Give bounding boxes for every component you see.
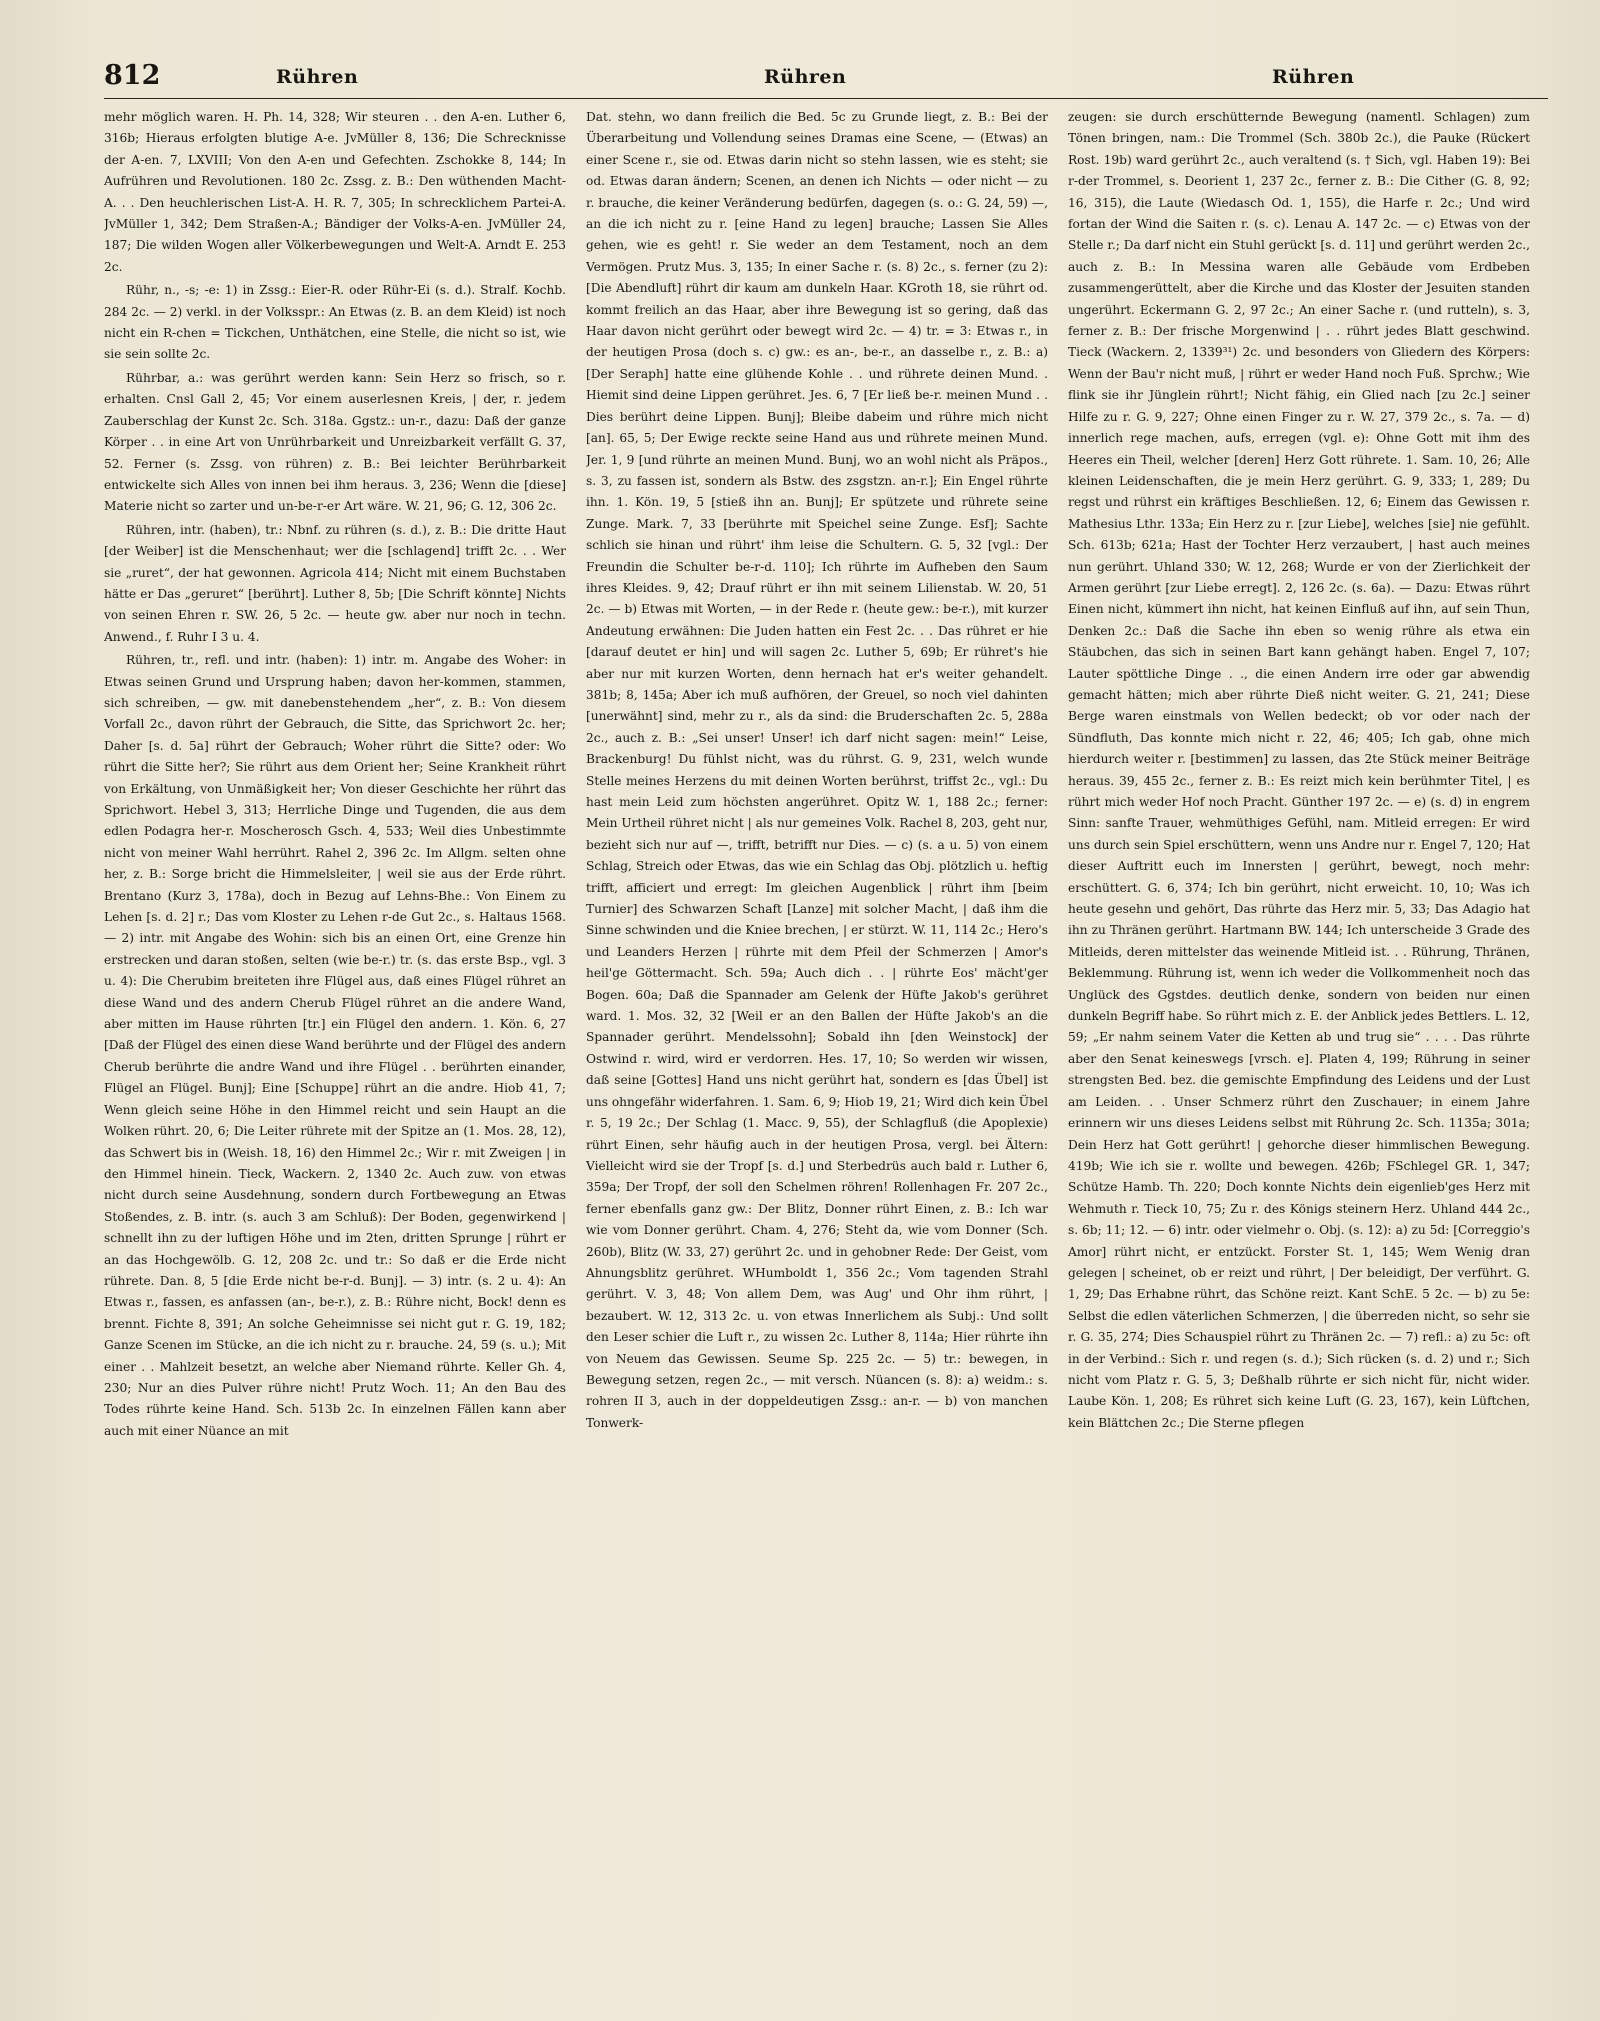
column-3-paragraph: zeugen: sie durch erschütternde Bewegung (namentl. Schlagen) zum Tönen bringen, nam.: Die Trommel (Sch. 380b 2c.), die Pauke (Rückert Rost. 19b) ward gerührt 2c., auch veraltend (s. † Sich, vgl. Haben 19): Bei r-der Trommel, s. Deorient 1, 237 2c., ferner z. B.: Die Cither (G. 8, 92; 16, 315), die Laute (Wiedasch Od. 1, 155), die Harfe r. 2c.; Und wird fortan der Wind die Saiten r. (s. c). Lenau A. 147 2c. — c) Etwas von der Stelle r.; Da darf nicht ein Stuhl gerückt [s. d. 11] und gerührt werden 2c., auch z. B.: In Messina waren alle Gebäude vom Erdbeben zusammengerüttelt, aber die Kirche und das Kloster der Jesuiten standen ungerührt. Eckermann G. 2, 97 2c.; An einer Sache r. (und rutteln), s. 3, ferner z. B.: Der frische Morgenwind | . . rührt jedes Blatt geschwind. Tieck (Wackern. 2, 1339³¹) 2c. und besonders von Gliedern des Körpers: Wenn der Bau'r nicht muß, | rührt er weder Hand noch Fuß. Sprchw.; Wie flink sie ihr Jünglein rührt!; Nicht fähig, ein Glied nach [zu 2c.] seiner Hilfe zu r. G. 9, 227; Ohne einen Finger zu r. W. 27, 379 2c., s. 7a. — d) innerlich rege machen, aufs, erregen (vgl. e): Ohne Gott mit ihm des Heeres ein Theil, welcher [deren] Herz Gott rührete. 1. Sam. 10, 26; Alle kleinen Leidenschaften, die je mein Herz gerührt. G. 9, 333; 1, 289; Du regst und rührst ein kräftiges Beschließen. 12, 6; Einem das Gewissen r. Mathesius Lthr. 133a; Ein Herz zu r. [zur Liebe], welches [sie] nie gefühlt. Sch. 613b; 621a; Hast der Tochter Herz verzaubert, | hast auch meines nun gerührt. Uhland 330; W. 12, 268; Wurde er von der Zierlichkeit der Armen gerührt [zur Liebe erregt]. 2, 126 2c. (s. 6a). — Dazu: Etwas rührt Einen nicht, kümmert ihn nicht, hat keinen Einfluß auf ihn, auf sein Thun, Denken 2c.: Daß die Sache ihn eben so wenig rühre als etwa ein Stäubchen, das sich in seinen Bart kann gehängt haben. Engel 7, 107; Lauter spöttliche Dinge . ., die einen Andern irre oder gar abwendig gemacht hätten; mich aber rührte Dieß nicht weiter. G. 21, 241; Diese Berge waren einstmals von Wellen bedeckt; ob vor oder nach der Sündfluth, Das konnte mich nicht r. 22, 46; 405; Ich gab, ohne mich hierdurch weiter r. [bestimmen] zu lassen, das 2te Stück meiner Beiträge heraus. 39, 455 2c., ferner z. B.: Es reizt mich kein berühmter Titel, | es rührt mich weder Hof noch Pracht. Günther 197 2c. — e) (s. d) in engrem Sinn: sanfte Trauer, wehmüthiges Gefühl, nam. Mitleid erregen: Er wird uns durch sein Spiel erschüttern, wenn uns Andre nur r. Engel 7, 120; Hat dieser Auftritt euch im Innersten | gerührt, bewegt, noch mehr: erschüttert. G. 6, 374; Ich bin gerührt, nicht erweicht. 10, 10; Was ich heute gesehn und gehört, Das rührte das Herz mir. 5, 33; Das Adagio hat ihn zu Thränen gerührt. Hartmann BW. 144; Ich unterscheide 3 Grade des Mitleids, deren mittelster das weinende Mitleid ist. . . Rührung, Thränen, Beklemmung. Rührung ist, wenn ich weder die Vollkommenheit noch das Unglück des Ggstdes. deutlich denke, sondern von beiden nur einen dunkeln Begriff habe. So rührt mich z. E. der Anblick jedes Bettlers. L. 12, 59; „Er nahm seinem Vater die Ketten ab und trug sie“ . . . . Das rührte aber den Senat keineswegs [vrsch. e]. Platen 4, 199; Rührung in seiner strengsten Bed. bez. die gemischte Empfindung des Leidens und der Lust am Leiden. . . Unser Schmerz rührt den Zuschauer; in einem Jahre erinnern wir uns dieses Leidens selbst mit Rührung 2c. Sch. 1135a; 301a; Dein Herz hat Gott gerührt! | gehorche dieser himmlischen Bewegung. 419b; Wie ich sie r. wollte und bewegen. 426b; FSchlegel GR. 1, 347; Schütze Hamb. Th. 220; Doch konnte Nichts dein eigenlieb'ges Herz mit Wehmuth r. Tieck 10, 75; Zu r. des Königs steinern Herz. Uhland 444 2c., s. 6b; 11; 12. — 6) intr. oder vielmehr o. Obj. (s. 12): a) zu 5d: [Correggio's Amor] rührt nicht, er entzückt. Forster St. 1, 145; Wem Wenig dran gelegen | scheinet, ob er reizt und rührt, | Der beleidigt, Der verführt. G. 1, 29; Das Erhabne rührt, das Schöne reizt. Kant SchE. 5 2c. — b) zu 5e: Selbst die edlen väterlichen Schmerzen, | die überreden nicht, so sehr sie r. G. 35, 274; Dies Schauspiel rührt zu Thränen 2c. — 7) refl.: a) zu 5c: oft in der Verbind.: Sich r. und regen (s. d.); Sich rücken (s. d. 2) und r.; Sich nicht vom Platz r. G. 5, 3; Deßhalb rührte er sich nicht für, nicht wider. Laube Kön. 1, 208; Es rühret sich keine Luft (G. 23, 167), kein Lüftchen, kein Blättchen 2c.; Die Sterne pflegen bbox=[1068, 110, 1530, 1430]
entry-ruehrbar: Rührbar, a.: was gerührt werden kann: Sein Herz so frisch, so r. erhalten. Cnsl Gall 2, 45; Vor einem auserlesnen Kreis, | der, r. jedem Zauberschlag der Kunst 2c. Sch. 318a. Ggstz.: un-r., dazu: Daß der ganze Körper . . in eine Art von Unrührbarkeit und Unreizbarkeit verfällt G. 37, 52. Ferner (s. Zssg. von rühren) z. B.: Bei leichter Berührbarkeit entwickelte sich Alles von innen bei ihm heraus. 3, 236; Wenn die [diese] Materie nicht so zarter und un-be-r-er Art wäre. W. 21, 96; G. 12, 306 2c. bbox=[104, 370, 566, 514]
column-3 bbox=[1068, 107, 1530, 2012]
entry-ruehr: Rühr, n., -s; -e: 1) in Zssg.: Eier-R. oder Rühr-Ei (s. d.). Stralf. Kochb. 284 2c. — 2) verkl. in der Volksspr.: An Etwas (z. B. an dem Kleid) ist noch nicht ein R-chen = Tickchen, Unthätchen, eine Stelle, die nicht so ist, wie sie sein sollte 2c. bbox=[104, 283, 566, 362]
running-head-right: Rühren bbox=[1272, 66, 1355, 88]
column-2-paragraph: Dat. stehn, wo dann freilich die Bed. 5c zu Grunde liegt, z. B.: Bei der Überarbeitung und Vollendung seines Dramas eine Scene, — (Etwas) an einer Scene r., sie od. Etwas darin nicht so stehn lassen, wie es steht; sie od. Etwas daran ändern; Scenen, an denen ich Nichts — oder nicht — zu r. brauche, die keiner Veränderung bedürfen, dagegen (s. o.: G. 24, 59) —, an die ich nicht zu r. [eine Hand zu legen] brauche; Lassen Sie Alles gehen, wie es geht! r. Sie weder an dem Testament, noch an dem Vermögen. Prutz Mus. 3, 135; In einer Sache r. (s. 8) 2c., s. ferner (zu 2): [Die Abendluft] rührt dir kaum am dunkeln Haar. KGroth 18, sie rührt od. kommt freilich an das Haar, aber ihre Bewegung ist so gering, daß das Haar davon nicht gerührt oder bewegt wird 2c. — 4) tr. = 3: Etwas r., in der heutigen Prosa (doch s. c) gw.: es an-, be-r., an dasselbe r., z. B.: a) [Der Seraph] hatte eine glühende Kohle . . und rührete deinen Mund. . Hiemit sind deine Lippen gerühret. Jes. 6, 7 [Er ließ be-r. meinen Mund . . Dies berührt deine Lippen. Bunj]; Bleibe dabeim und rühre mich nicht [an]. 65, 5; Der Ewige reckte seine Hand aus und rührete meinen Mund. Jer. 1, 9 [und rührte an meinen Mund. Bunj, wo an wohl nicht als Präpos., s. 3, zu fassen ist, sondern als Bstw. des zsgstzn. an-r.]; Ein Engel rührte ihn. 1. Kön. 19, 5 [stieß ihn an. Bunj]; Er spützete und rührete seine Zunge. Mark. 7, 33 [berührte mit Speichel seine Zunge. Esf]; Sachte schlich sie hinan und rührt' ihm leise die Schultern. G. 5, 32 [vgl.: Der Freundin die Schulter be-r-d. 110]; Ich rührte im Aufheben den Saum ihres Kleides. 9, 42; Drauf rührt er ihn mit seinem Lilienstab. W. 20, 51 2c. — b) Etwas mit Worten, — in der Rede r. (heute gew.: be-r.), mit kurzer Andeutung erwähnen: Die Juden hatten ein Fest 2c. . . Das rühret er hie [darauf deutet er hin] und will sagen 2c. Luther 5, 69b; Er rühret's hie aber nur mit kurzen Worten, denn hernach hat er's weiter gehandelt. 381b; 8, 145a; Aber ich muß aufhören, der Greuel, so noch viel dahinten [unerwähnt] sind, mehr zu r., als da sind: die Bruderschaften 2c. 5, 288a 2c., auch z. B.: „Sei unser! Unser! ich darf nicht sagen: mein!“ Leise, Brackenburg! Du fühlst nicht, was du rührst. G. 9, 231, welch wunde Stelle meines Herzens du mit deinen Worten berührst, triffst 2c., vgl.: Du hast mein Leid zum höchsten angerühret. Opitz W. 1, 188 2c.; ferner: Mein Urtheil rühret nicht | als nur gemeines Volk. Rachel 8, 203, geht nur, bezieht sich nur auf —, trifft, betrifft nur Dies. — c) (s. a u. 5) von einem Schlag, Streich oder Etwas, das wie ein Schlag das Obj. plötzlich u. heftig trifft, afficiert und erregt: Im gleichen Augenblick | rührt ihm [beim Turnier] des Schwarzen Schaft [Lanze] mit solcher Macht, | daß ihm die Sinne schwinden und die Kniee brechen, | er stürzt. W. 11, 114 2c.; Hero's und Leanders Herzen | rührte mit dem Pfeil der Schmerzen | Amor's heil'ge Göttermacht. Sch. 59a; Auch dich . . | rührte Eos' mächt'ger Bogen. 60a; Daß die Spannader am Gelenk der Hüfte Jakob's gerühret ward. 1. Mos. 32, 32 [Weil er an den Ballen der Hüfte Jakob's an die Spannader gerührt. Mendelssohn]; Sobald ihn [den Weinstock] der Ostwind r. wird, wird er verdorren. Hes. 17, 10; So werden wir wissen, daß seine [Gottes] Hand uns nicht gerührt hat, sondern es [das Übel] ist uns ohngefähr widerfahren. 1. Sam. 6, 9; Hiob 19, 21; Wird dich kein Übel r. 5, 19 2c.; Der Schlag (1. Macc. 9, 55), der Schlagfluß (die Apoplexie) rührt Einen, sehr häufig auch in der heutigen Prosa, vergl. bei Ältern: Vielleicht wird sie der Tropf [s. d.] und Sterbedrüs auch bald r. Luther 6, 359a; Der Tropf, der soll den Schelmen röhren! Rollenhagen Fr. 207 2c., ferner ebenfalls ganz gw.: Der Blitz, Donner rührt Einen, z. B.: Ich war wie vom Donner gerührt. Cham. 4, 276; Steht da, wie vom Donner (Sch. 260b), Blitz (W. 33, 27) gerührt 2c. und in gehobner Rede: Der Geist, vom Ahnungsblitz gerühret. WHumboldt 1, 356 2c.; Vom tagenden Strahl gerührt. V. 3, 48; Von allem Dem, was Aug' und Ohr ihm rührt, | bezaubert. W. 12, 313 2c. u. von etwas Innerlichem als Subj.: Und sollt den Leser schier die Luft r., zu wissen 2c. Luther 8, 114a; Hier rührte ihn von Neuem das Gewissen. Seume Sp. 225 2c. — 5) tr.: bewegen, in Bewegung setzen, regen 2c., — mit versch. Nüancen (s. 8): a) weidm.: s. rohren II 3, auch in der doppeldeutigen Zssg.: an-r. — b) von manchen Tonwerk- bbox=[586, 110, 1048, 1430]
text-columns bbox=[104, 107, 1548, 2012]
running-head-left: Rühren bbox=[276, 66, 359, 88]
entry-ruehren-main: Rühren, tr., refl. und intr. (haben): 1) intr. m. Angabe des Woher: in Etwas seinen Grund und Ursprung haben; davon her-kommen, stammen, sich schreiben, — gw. mit danebenstehendem „her“, z. B.: Von diesem Vorfall 2c., davon rührt der Gebrauch, die Sitte, das Sprichwort 2c. her; Daher [s. d. 5a] rührt der Gebrauch; Woher rührt die Sitte? oder: Wo rührt die Sitte her?; Sie rührt aus dem Orient her; Seine Krankheit rührt von Erkältung, von Unmäßigkeit her; Von dieser Geschichte her rührt das Sprichwort. Hebel 3, 313; Herrliche Dinge und Tugenden, die aus dem edlen Podagra her-r. Moscherosch Gsch. 4, 533; Weil dies Unbestimmte nicht von meiner Wahl herrührt. Rahel 2, 396 2c. Im Allgm. selten ohne her, z. B.: Sorge bricht die Himmelsleiter, | weil sie aus der Erde rührt. Brentano (Kurz 3, 178a), doch in Bezug auf Lehns-Bhe.: Von Einem zu Lehen [s. d. 2] r.; Das vom Kloster zu Lehen r-de Gut 2c., s. Haltaus 1568. — 2) intr. mit Angabe des Wohin: sich bis an einen Ort, eine Grenze hin erstrecken und daran stoßen, selten (wie be-r.) tr. (s. das erste Bsp., vgl. 3 u. 4): Die Cherubim breiteten ihre Flügel aus, daß eines Flügel rühret an diese Wand und des andern Cherub Flügel rühret an die andere Wand, aber mitten im Hause rührten [tr.] ein Flügel den andern. 1. Kön. 6, 27 [Daß der Flügel des einen diese Wand berührte und der Flügel des andern Cherub berührte die andre Wand und ihre Flügel . . berührten einander, Flügel an Flügel. Bunj]; Eine [Schuppe] rührt an die andre. Hiob 41, 7; Wenn gleich seine Höhe in den Himmel reicht und sein Haupt an die Wolken rührt. 20, 6; Die Leiter rührete mit der Spitze an (1. Mos. 28, 12), das Schwert bis in (Weish. 18, 16) den Himmel 2c.; Wir r. mit Zweigen | in den Himmel hinein. Tieck, Wackern. 2, 1340 2c. Auch zuw. von etwas nicht durch seine Ausdehnung, sondern durch Fortbewegung an Etwas Stoßendes, z. B. intr. (s. auch 3 am Schluß): Der Boden, gegenwirkend | schnellt ihn zu der luftigen Höhe und im 2ten, dritten Sprunge | rührt er an das Hochgewölb. G. 12, 208 2c. und tr.: So daß er die Erde nicht rührete. Dan. 8, 5 [die Erde nicht be-r-d. Bunj]. — 3) intr. (s. 2 u. 4): An Etwas r., fassen, es anfassen (an-, be-r.), z. B.: Rühre nicht, Bock! denn es brennt. Fichte 8, 391; An solche Geheimnisse sei nicht gut r. G. 19, 182; Ganze Scenen im Stücke, an die ich nicht zu r. brauche. 24, 59 (s. u.); Mit einer . . Mahlzeit besetzt, an welche aber Niemand rührte. Keller Gh. 4, 230; Nur an dies Pulver rühre nicht! Prutz Woch. 11; An den Bau des Todes rührte keine Hand. Sch. 513b 2c. In einzelnen Fällen kann aber auch mit einer Nüance an mit bbox=[104, 653, 566, 1438]
column-1-paragraph: mehr möglich waren. H. Ph. 14, 328; Wir steuren . . den A-en. Luther 6, 316b; Hieraus erfolgten blutige A-e. JvMüller 8, 136; Die Schrecknisse der A-en. 7, LXVIII; Von den A-en und Gefechten. Zschokke 8, 144; In Aufrühren und Revolutionen. 180 2c. Zssg. z. B.: Den wüthenden Macht-A. . . Den heuchlerischen List-A. H. R. 7, 305; In schrecklichem Partei-A. JvMüller 1, 342; Dem Straßen-A.; Bändiger der Volks-A-en. JvMüller 24, 187; Die wilden Wogen aller Völkerbewegungen und Welt-A. Arndt E. 253 2c. bbox=[104, 110, 566, 274]
page-header bbox=[104, 58, 1548, 99]
entry-ruehren-variant: Rühren, intr. (haben), tr.: Nbnf. zu rühren (s. d.), z. B.: Die dritte Haut [der Weiber] ist die Menschenhaut; wer die [schlagend] trifft 2c. . . Wer sie „ruret“, der hat gewonnen. Agricola 414; Nicht mit einem Buchstaben hätte er Das „geruret“ [berührt]. Luther 8, 5b; [Die Schrift könnte] Nichts von seinen Ehren r. SW. 26, 5 2c. — heute gw. aber nur noch in techn. Anwend., f. Ruhr I 3 u. 4. bbox=[104, 522, 566, 644]
column-1 bbox=[104, 107, 566, 2012]
page-number: 812 bbox=[104, 60, 161, 91]
column-2 bbox=[586, 107, 1048, 2012]
running-head-center: Rühren bbox=[764, 66, 847, 88]
